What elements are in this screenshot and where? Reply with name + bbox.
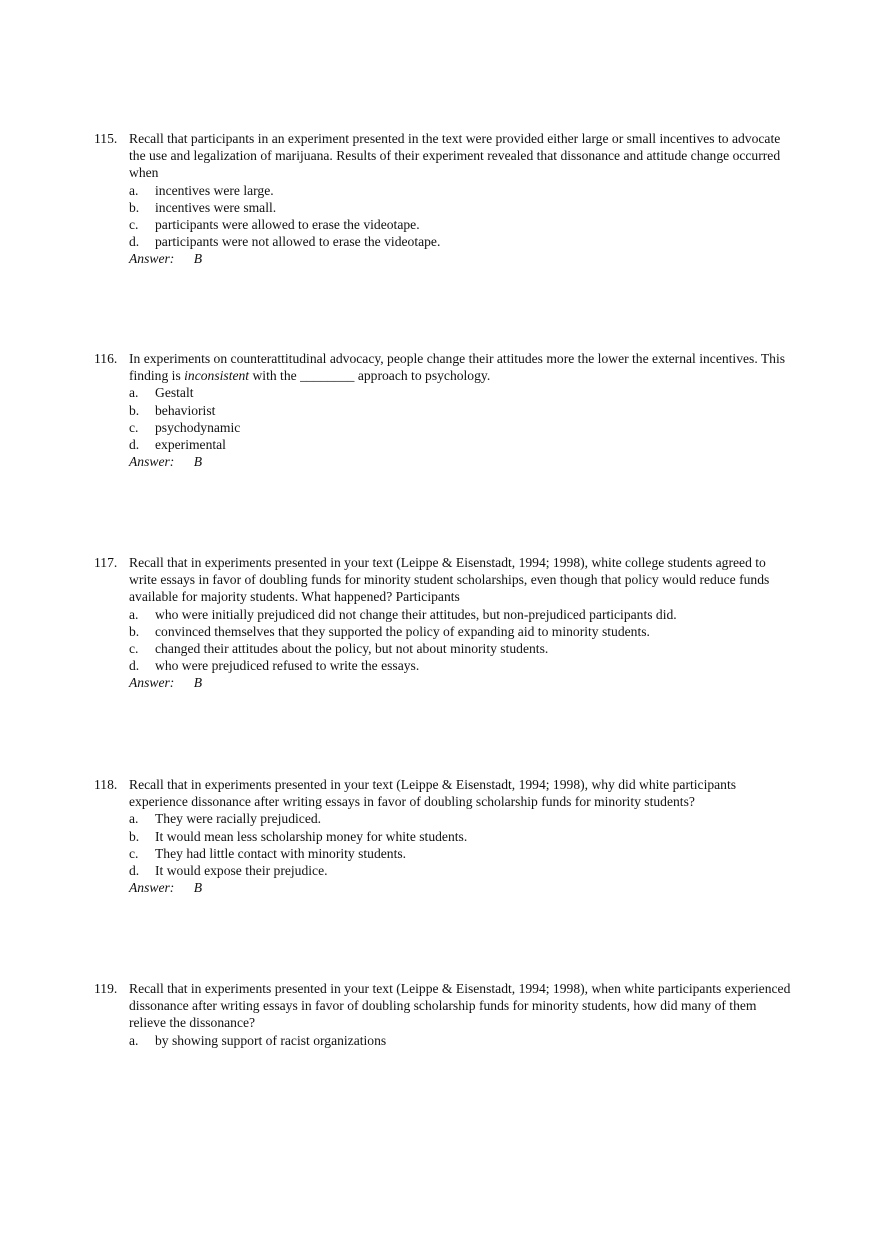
option-letter: d. (129, 437, 140, 453)
question-116 (94, 350, 794, 470)
question-stem (94, 554, 794, 606)
answer-line (94, 453, 794, 470)
option-c (94, 845, 794, 862)
option-text: participants were allowed to erase the videotape. (155, 217, 420, 233)
question-stem (94, 350, 794, 384)
option-letter: c. (129, 845, 139, 861)
option-text: by showing support of racist organizations (155, 1032, 387, 1048)
option-text: who were prejudiced refused to write the essays. (155, 658, 420, 674)
question-text-end: with the ________ approach to psychology. (249, 368, 491, 384)
answer-options (94, 384, 794, 453)
option-b (94, 402, 794, 419)
option-text: experimental (155, 437, 226, 453)
option-a (94, 606, 794, 623)
answer-value: B (193, 675, 203, 691)
option-d (94, 657, 794, 674)
question-number: 118. (94, 777, 118, 792)
option-letter: d. (129, 234, 140, 250)
question-number: 119. (94, 981, 118, 996)
option-a (94, 1032, 794, 1049)
option-letter: c. (129, 641, 139, 657)
answer-label: Answer: (129, 454, 175, 470)
option-c (94, 640, 794, 657)
option-d (94, 436, 794, 453)
option-letter: b. (129, 402, 140, 418)
option-text: They were racially prejudiced. (155, 811, 322, 827)
question-117 (94, 554, 794, 692)
option-text: incentives were small. (155, 199, 277, 215)
option-text: Gestalt (155, 385, 194, 401)
option-a (94, 182, 794, 199)
option-c (94, 216, 794, 233)
option-a (94, 384, 794, 401)
option-letter: a. (129, 606, 139, 622)
answer-options (94, 810, 794, 879)
question-118 (94, 776, 794, 896)
option-b (94, 623, 794, 640)
answer-value: B (193, 454, 203, 470)
option-letter: c. (129, 217, 139, 233)
question-text-emphasis: inconsistent (184, 368, 250, 384)
question-text: Recall that participants in an experiment presented in the text were provided either large or small incentives to advocate the use and legalization of marijuana. Results of their experiment revealed that dissonance and attitude change occurred when (129, 131, 781, 181)
question-119 (94, 980, 794, 1049)
question-stem (94, 130, 794, 182)
option-text: It would expose their prejudice. (155, 863, 328, 879)
question-text (129, 350, 794, 384)
question-stem (94, 980, 794, 1032)
answer-options (94, 606, 794, 675)
option-text: They had little contact with minority students. (155, 845, 407, 861)
option-d (94, 862, 794, 879)
answer-options (94, 1032, 794, 1049)
option-a (94, 810, 794, 827)
question-text: Recall that in experiments presented in your text (Leippe & Eisenstadt, 1994; 1998), why did white participants experience dissonance after writing essays in favor of doubling scholarship funds for minority students? (129, 777, 737, 810)
option-letter: b. (129, 623, 140, 639)
option-b (94, 828, 794, 845)
option-text: It would mean less scholarship money for white students. (155, 828, 468, 844)
option-text: participants were not allowed to erase the videotape. (155, 234, 441, 250)
answer-value: B (193, 251, 203, 267)
option-c (94, 419, 794, 436)
question-number: 117. (94, 555, 118, 570)
answer-line (94, 879, 794, 896)
option-d (94, 233, 794, 250)
question-text-start: In experiments on counterattitudinal advocacy, people change their attitudes more the lower the external incentives. This finding is (129, 351, 786, 384)
option-letter: b. (129, 828, 140, 844)
option-text: changed their attitudes about the policy, but not about minority students. (155, 641, 549, 657)
question-text: Recall that in experiments presented in your text (Leippe & Eisenstadt, 1994; 1998), white college students agreed to write essays in favor of doubling funds for minority student scholarships, even though that policy would reduce funds available for majority students. What happened? Participants (129, 555, 770, 605)
answer-label: Answer: (129, 251, 175, 267)
option-text: psychodynamic (155, 419, 241, 435)
option-letter: b. (129, 199, 140, 215)
option-letter: d. (129, 658, 140, 674)
option-letter: a. (129, 182, 139, 198)
option-text: behaviorist (155, 402, 216, 418)
option-b (94, 199, 794, 216)
option-letter: a. (129, 385, 139, 401)
question-number: 115. (94, 131, 118, 146)
answer-label: Answer: (129, 675, 175, 691)
question-number: 116. (94, 351, 118, 366)
option-text: convinced themselves that they supported the policy of expanding aid to minority students. (155, 623, 650, 639)
option-text: incentives were large. (155, 182, 274, 198)
option-text: who were initially prejudiced did not change their attitudes, but non-prejudiced participants did. (155, 606, 677, 622)
option-letter: c. (129, 419, 139, 435)
answer-line (94, 674, 794, 691)
question-115 (94, 130, 794, 268)
answer-options (94, 182, 794, 251)
question-text: Recall that in experiments presented in your text (Leippe & Eisenstadt, 1994; 1998), when white participants experienced dissonance after writing essays in favor of doubling scholarship funds for minority students, how did many of them relieve the dissonance? (129, 981, 791, 1031)
answer-value: B (193, 880, 203, 896)
option-letter: d. (129, 863, 140, 879)
option-letter: a. (129, 1032, 139, 1048)
answer-line (94, 250, 794, 267)
answer-label: Answer: (129, 880, 175, 896)
option-letter: a. (129, 811, 139, 827)
question-stem (94, 776, 794, 810)
